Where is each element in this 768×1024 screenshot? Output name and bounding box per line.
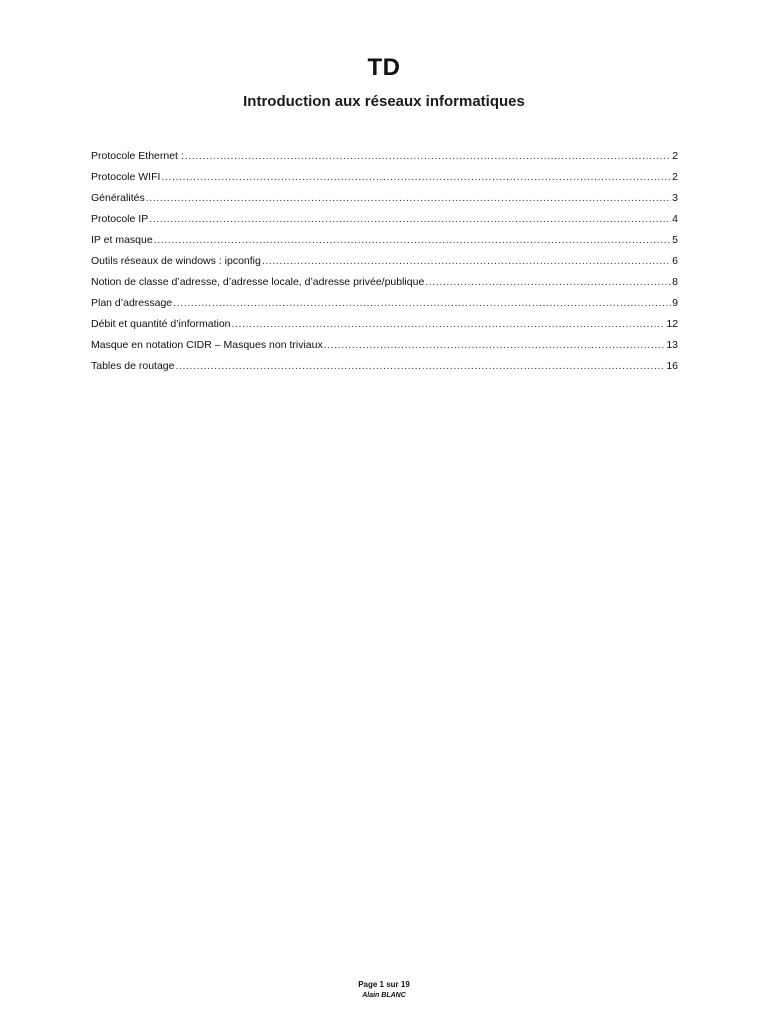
toc-entry-label: Protocole IP: [91, 213, 149, 225]
toc-entry-page-number: 2: [672, 171, 678, 183]
toc-entry-generalites[interactable]: [91, 188, 678, 209]
toc-entry-page-number: 13: [666, 339, 678, 351]
toc-leader-dots: [154, 230, 671, 251]
toc-leader-dots: [262, 251, 671, 272]
toc-leader-dots: [146, 188, 671, 209]
toc-entry-page-number: 3: [672, 192, 678, 204]
toc-entry-page-number: 8: [672, 276, 678, 288]
toc-entry-masque-cidr[interactable]: [91, 335, 678, 356]
toc-leader-dots: [232, 314, 666, 335]
toc-entry-page-number: 6: [672, 255, 678, 267]
toc-entry-label: Protocole Ethernet :: [91, 150, 184, 162]
footer-page-number: Page 1 sur 19: [358, 980, 410, 989]
page-footer: [0, 979, 768, 1001]
toc-entry-debit[interactable]: [91, 314, 678, 335]
toc-entry-page-number: 4: [672, 213, 678, 225]
toc-entry-tables-de-routage[interactable]: [91, 356, 678, 377]
toc-entry-page-number: 2: [672, 150, 678, 162]
toc-entry-page-number: 16: [666, 360, 678, 372]
toc-entry-label: Débit et quantité d’information: [91, 318, 231, 330]
document-title: TD: [367, 54, 401, 81]
toc-leader-dots: [161, 167, 671, 188]
toc-entry-label: IP et masque: [91, 234, 153, 246]
toc-leader-dots: [185, 146, 671, 167]
toc-entry-plan-adressage[interactable]: [91, 293, 678, 314]
toc-entry-page-number: 9: [672, 297, 678, 309]
footer-author: Alain BLANC: [362, 992, 406, 999]
toc-entry-page-number: 12: [666, 318, 678, 330]
toc-entry-protocole-ip[interactable]: [91, 209, 678, 230]
toc-entry-label: Tables de routage: [91, 360, 175, 372]
toc-entry-label: Masque en notation CIDR – Masques non triviaux: [91, 339, 323, 351]
toc-entry-protocole-ethernet[interactable]: [91, 146, 678, 167]
toc-leader-dots: [324, 335, 666, 356]
document-subtitle: Introduction aux réseaux informatiques: [243, 93, 525, 110]
toc-entry-label: Protocole WIFI: [91, 171, 161, 183]
toc-leader-dots: [149, 209, 671, 230]
toc-entry-label: Plan d’adressage: [91, 297, 173, 309]
toc-leader-dots: [425, 272, 671, 293]
toc-entry-notion-de-classe[interactable]: [91, 272, 678, 293]
toc-entry-label: Outils réseaux de windows : ipconfig: [91, 255, 261, 267]
toc-entry-ip-et-masque[interactable]: [91, 230, 678, 251]
toc-entry-protocole-wifi[interactable]: [91, 167, 678, 188]
toc-leader-dots: [173, 293, 671, 314]
toc-entry-outils-reseaux[interactable]: [91, 251, 678, 272]
toc-entry-label: Notion de classe d’adresse, d’adresse locale, d’adresse privée/publique: [91, 276, 425, 288]
toc-entry-page-number: 5: [672, 234, 678, 246]
toc-entry-label: Généralités: [91, 192, 145, 204]
toc-leader-dots: [175, 356, 665, 377]
table-of-contents: [91, 146, 678, 377]
